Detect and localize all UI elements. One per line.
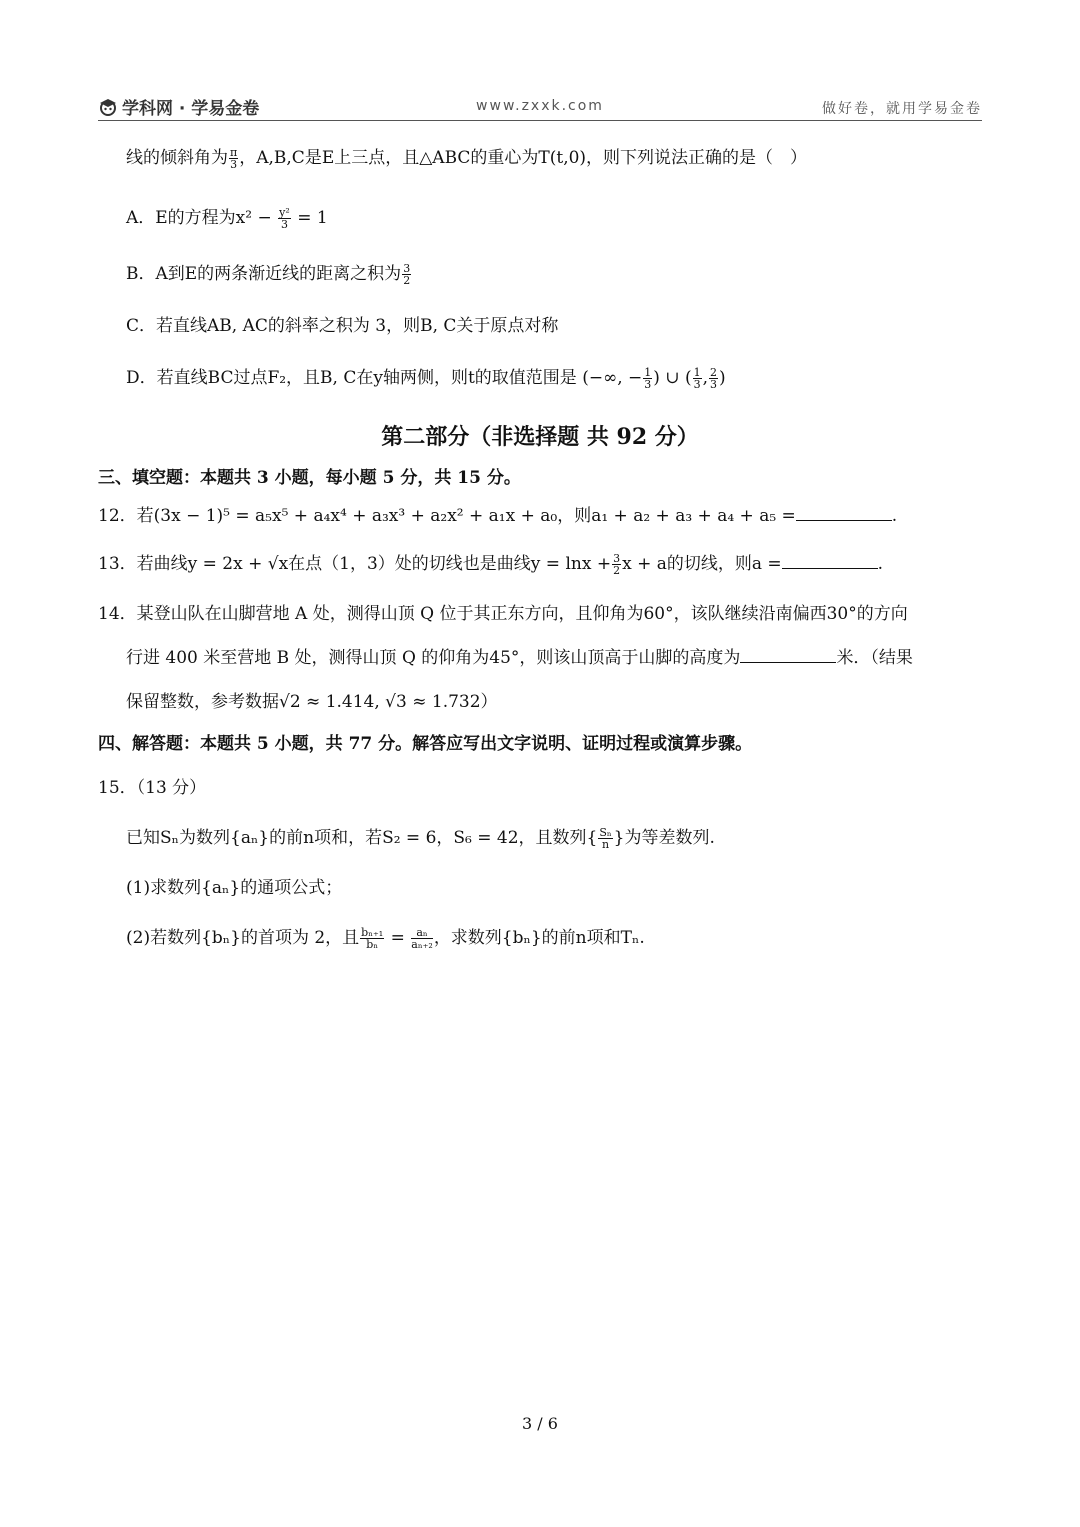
page-header xyxy=(98,88,982,121)
fraction: $\frac{2}{3}$ xyxy=(710,366,718,391)
question-15-part-1: (1)求数列{aₙ}的通项公式； xyxy=(126,878,343,898)
fraction: $\frac{\text{aₙ}}{\text{aₙ₊₂}}$ xyxy=(411,926,433,951)
question-15-part-2: (2)若数列{bₙ}的首项为 2，且 $\frac{\text{bₙ₊₁}}{\text{bₙ}}$ = $\frac{\text{aₙ}}{\text{aₙ₊₂}}$ ，求数列{bₙ}的前n项和Tₙ. xyxy=(126,926,645,951)
fraction: $\frac{\pi}{3}$ xyxy=(230,146,238,171)
question-15-stem: 已知Sₙ为数列{aₙ}的前n项和，若S₂ = 6，S₆ = 42，且数列{ $\frac{\text{Sₙ}}{n}$ }为等差数列. xyxy=(126,826,715,851)
question-14-line-3: 保留整数，参考数据√2 ≈ 1.414, √3 ≈ 1.732） xyxy=(126,692,498,712)
answer-blank[interactable] xyxy=(796,504,892,521)
option-a: A．E的方程为x² − $\frac{\text{y²}}{3}$ = 1 xyxy=(126,206,328,231)
question-11-stem-end: 线的倾斜角为 $\frac{\pi}{3}$ ，A,B,C是E上三点，且△ABC的重心为T(t,0)，则下列说法正确的是（ ） xyxy=(126,146,808,171)
option-d: D．若直线BC过点F₂，且B, C在y轴两侧，则t的取值范围是 (−∞, − $\frac{1}{3}$ ) ∪ ( $\frac{1}{3}$ , $\frac{2}{3}$ ) xyxy=(126,366,726,391)
fraction: $\frac{\text{y²}}{3}$ xyxy=(279,206,290,231)
option-c: C．若直线AB, AC的斜率之积为 3，则B, C关于原点对称 xyxy=(126,316,559,336)
part-3-heading: 三、填空题：本题共 3 小题，每小题 5 分，共 15 分。 xyxy=(98,468,521,488)
fraction: $\frac{1}{3}$ xyxy=(644,366,652,391)
question-12: 12．若(3x − 1)⁵ = a₅x⁵ + a₄x⁴ + a₃x³ + a₂x² + a₁x + a₀，则a₁ + a₂ + a₃ + a₄ + a₅ = . xyxy=(98,506,898,526)
page-number: 3 / 6 xyxy=(522,1414,558,1433)
header-url: www.zxxk.com xyxy=(476,98,604,114)
section-title: 第二部分（非选择题 共 92 分） xyxy=(381,424,699,450)
fraction: $\frac{1}{3}$ xyxy=(693,366,701,391)
question-15-heading: 15．（13 分） xyxy=(98,778,207,798)
question-14-line-1: 14．某登山队在山脚营地 A 处，测得山顶 Q 位于其正东方向，且仰角为60°，该队继续沿南偏西30°的方向 xyxy=(98,604,908,624)
fraction: $\frac{\text{Sₙ}}{n}$ xyxy=(599,826,612,851)
fraction: $\frac{3}{2}$ xyxy=(613,552,621,577)
fraction: $\frac{3}{2}$ xyxy=(403,262,411,287)
option-b: B．A到E的两条渐近线的距离之积为 $\frac{3}{2}$ xyxy=(126,262,411,287)
question-14-line-2: 行进 400 米至营地 B 处，测得山顶 Q 的仰角为45°，则该山顶高于山脚的高度为 米．（结果 xyxy=(126,648,913,668)
answer-blank[interactable] xyxy=(740,646,836,663)
fraction: $\frac{\text{bₙ₊₁}}{\text{bₙ}}$ xyxy=(361,926,384,951)
part-4-heading: 四、解答题：本题共 5 小题，共 77 分。解答应写出文字说明、证明过程或演算步骤。 xyxy=(98,734,753,754)
answer-blank[interactable] xyxy=(782,552,878,569)
question-13: 13．若曲线y = 2x + √x在点（1，3）处的切线也是曲线y = lnx + $\frac{3}{2}$ x + a的切线，则a = . xyxy=(98,552,884,577)
header-slogan: 做好卷，就用学易金卷 xyxy=(822,101,982,117)
logo-text: 学科网 · 学易金卷 xyxy=(122,99,260,119)
